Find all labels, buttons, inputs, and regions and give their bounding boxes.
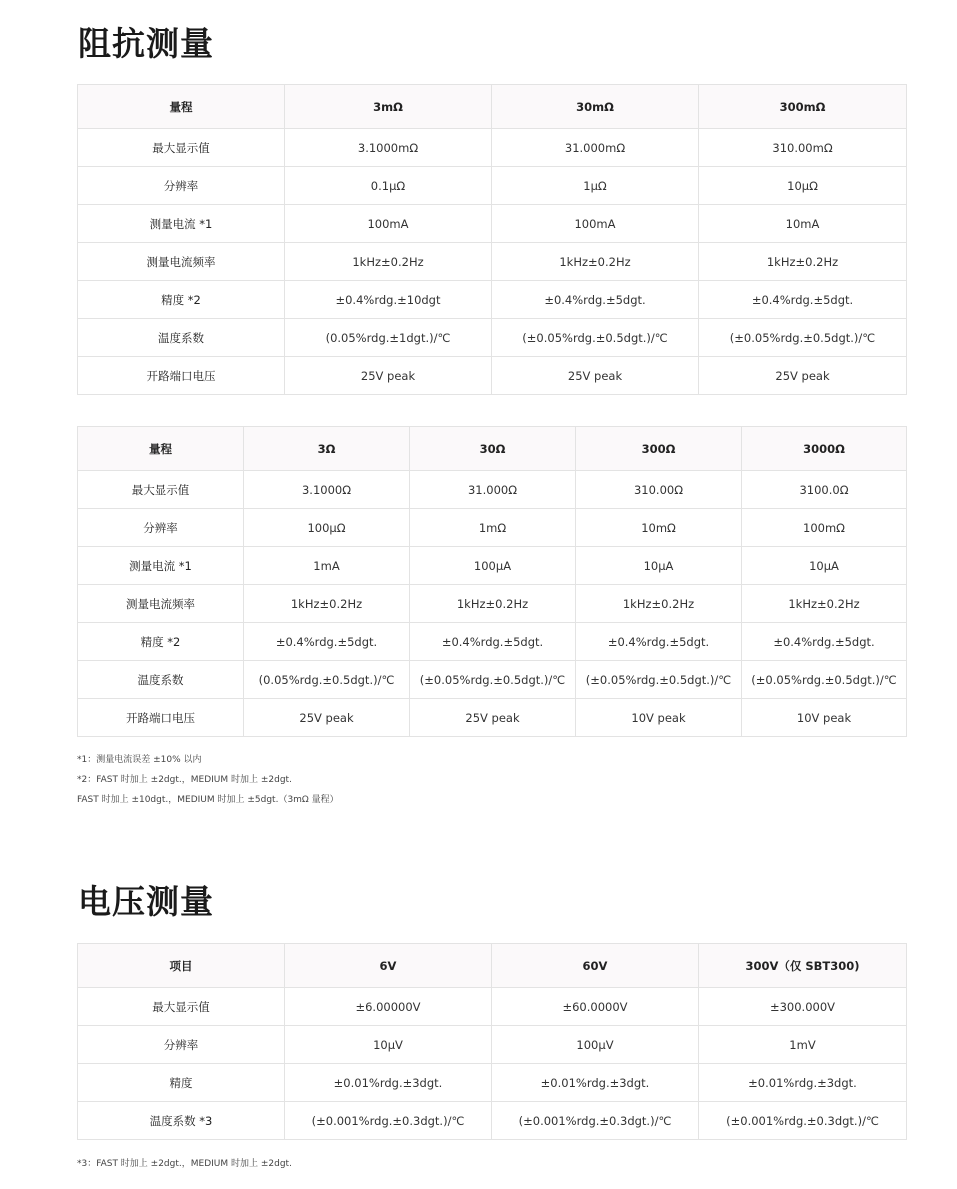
table-row xyxy=(78,988,907,1026)
row-label: 测量电流频率 xyxy=(78,243,285,281)
table-cell: 1kHz±0.2Hz xyxy=(492,243,699,281)
table-row xyxy=(78,699,907,737)
table-cell: ±0.4%rdg.±5dgt. xyxy=(742,623,907,661)
voltage-section-title: 电压测量 xyxy=(78,882,214,921)
table-cell: 1kHz±0.2Hz xyxy=(285,243,492,281)
voltage-table xyxy=(77,943,907,1140)
impedance-table-milliohm xyxy=(77,84,907,395)
table-cell: 1kHz±0.2Hz xyxy=(410,585,576,623)
row-label: 测量电流 *1 xyxy=(78,547,244,585)
table-cell: 100mΩ xyxy=(742,509,907,547)
table-cell: 10μA xyxy=(742,547,907,585)
table-row xyxy=(78,167,907,205)
table-cell: 10mΩ xyxy=(576,509,742,547)
table-cell: ±0.4%rdg.±5dgt. xyxy=(244,623,410,661)
header-cell: 3000Ω xyxy=(742,427,907,471)
table-cell: ±60.0000V xyxy=(492,988,699,1026)
table-cell: ±0.4%rdg.±10dgt xyxy=(285,281,492,319)
table-cell: (±0.05%rdg.±0.5dgt.)/℃ xyxy=(699,319,907,357)
table-cell: ±0.01%rdg.±3dgt. xyxy=(492,1064,699,1102)
table-cell: 25V peak xyxy=(244,699,410,737)
row-label: 测量电流频率 xyxy=(78,585,244,623)
header-cell: 300mΩ xyxy=(699,85,907,129)
table-row xyxy=(78,1102,907,1140)
voltage-footnotes xyxy=(77,1154,292,1174)
header-cell: 60V xyxy=(492,944,699,988)
table-cell: 310.00Ω xyxy=(576,471,742,509)
table-row xyxy=(78,661,907,699)
table-cell: 25V peak xyxy=(492,357,699,395)
header-cell: 3mΩ xyxy=(285,85,492,129)
table-cell: 100μΩ xyxy=(244,509,410,547)
table-cell: 10μV xyxy=(285,1026,492,1064)
table-row xyxy=(78,281,907,319)
table-cell: ±0.01%rdg.±3dgt. xyxy=(699,1064,907,1102)
table-header-row xyxy=(78,427,907,471)
impedance-table-ohm xyxy=(77,426,907,737)
footnote: FAST 时加上 ±10dgt.，MEDIUM 时加上 ±5dgt.（3mΩ 量程） xyxy=(77,795,339,805)
table-cell: ±6.00000V xyxy=(285,988,492,1026)
table-row xyxy=(78,319,907,357)
table-cell: 10μA xyxy=(576,547,742,585)
table-row xyxy=(78,1064,907,1102)
table-cell: (±0.05%rdg.±0.5dgt.)/℃ xyxy=(742,661,907,699)
row-label: 温度系数 *3 xyxy=(78,1102,285,1140)
header-cell: 量程 xyxy=(78,427,244,471)
header-cell: 量程 xyxy=(78,85,285,129)
table-cell: (±0.05%rdg.±0.5dgt.)/℃ xyxy=(410,661,576,699)
table-cell: 1mV xyxy=(699,1026,907,1064)
header-cell: 30Ω xyxy=(410,427,576,471)
table-cell: 25V peak xyxy=(699,357,907,395)
table-cell: 3.1000Ω xyxy=(244,471,410,509)
table-cell: 10μΩ xyxy=(699,167,907,205)
table-cell: ±0.4%rdg.±5dgt. xyxy=(410,623,576,661)
row-label: 最大显示值 xyxy=(78,988,285,1026)
table-cell: 25V peak xyxy=(410,699,576,737)
header-cell: 300Ω xyxy=(576,427,742,471)
table-cell: 25V peak xyxy=(285,357,492,395)
table-cell: 31.000Ω xyxy=(410,471,576,509)
table-cell: 10V peak xyxy=(742,699,907,737)
row-label: 分辨率 xyxy=(78,509,244,547)
table-cell: 1kHz±0.2Hz xyxy=(244,585,410,623)
row-label: 分辨率 xyxy=(78,167,285,205)
footnote: *2：FAST 时加上 ±2dgt.，MEDIUM 时加上 ±2dgt. xyxy=(77,775,292,785)
table-row xyxy=(78,1026,907,1064)
impedance-footnotes xyxy=(77,750,339,810)
table-cell: 10mA xyxy=(699,205,907,243)
table-cell: 31.000mΩ xyxy=(492,129,699,167)
table-cell: 1mA xyxy=(244,547,410,585)
header-cell: 3Ω xyxy=(244,427,410,471)
table-cell: (±0.001%rdg.±0.3dgt.)/℃ xyxy=(492,1102,699,1140)
row-label: 精度 xyxy=(78,1064,285,1102)
table-cell: (±0.001%rdg.±0.3dgt.)/℃ xyxy=(285,1102,492,1140)
table-cell: 1μΩ xyxy=(492,167,699,205)
table-row xyxy=(78,547,907,585)
table-cell: ±300.000V xyxy=(699,988,907,1026)
table-cell: 100μV xyxy=(492,1026,699,1064)
table-cell: 1mΩ xyxy=(410,509,576,547)
table-cell: (±0.05%rdg.±0.5dgt.)/℃ xyxy=(492,319,699,357)
table-cell: 3.1000mΩ xyxy=(285,129,492,167)
row-label: 精度 *2 xyxy=(78,623,244,661)
row-label: 温度系数 xyxy=(78,319,285,357)
table-cell: 310.00mΩ xyxy=(699,129,907,167)
table-cell: (0.05%rdg.±0.5dgt.)/℃ xyxy=(244,661,410,699)
impedance-section-title: 阻抗测量 xyxy=(78,24,214,63)
header-cell: 30mΩ xyxy=(492,85,699,129)
table-cell: (±0.05%rdg.±0.5dgt.)/℃ xyxy=(576,661,742,699)
row-label: 精度 *2 xyxy=(78,281,285,319)
footnote: *1：测量电流误差 ±10% 以内 xyxy=(77,755,202,765)
table-cell: ±0.4%rdg.±5dgt. xyxy=(576,623,742,661)
table-row xyxy=(78,509,907,547)
row-label: 测量电流 *1 xyxy=(78,205,285,243)
table-row xyxy=(78,243,907,281)
table-row xyxy=(78,585,907,623)
table-row xyxy=(78,471,907,509)
header-cell: 6V xyxy=(285,944,492,988)
table-row xyxy=(78,357,907,395)
table-cell: 1kHz±0.2Hz xyxy=(576,585,742,623)
table-cell: 3100.0Ω xyxy=(742,471,907,509)
table-cell: ±0.01%rdg.±3dgt. xyxy=(285,1064,492,1102)
header-cell: 300V（仅 SBT300) xyxy=(699,944,907,988)
row-label: 最大显示值 xyxy=(78,129,285,167)
table-cell: 100μA xyxy=(410,547,576,585)
table-cell: ±0.4%rdg.±5dgt. xyxy=(699,281,907,319)
table-header-row xyxy=(78,85,907,129)
row-label: 温度系数 xyxy=(78,661,244,699)
table-cell: 10V peak xyxy=(576,699,742,737)
table-row xyxy=(78,129,907,167)
table-cell: 100mA xyxy=(285,205,492,243)
table-header-row xyxy=(78,944,907,988)
table-row xyxy=(78,623,907,661)
table-row xyxy=(78,205,907,243)
table-cell: 1kHz±0.2Hz xyxy=(699,243,907,281)
table-cell: 1kHz±0.2Hz xyxy=(742,585,907,623)
row-label: 开路端口电压 xyxy=(78,699,244,737)
table-cell: (0.05%rdg.±1dgt.)/℃ xyxy=(285,319,492,357)
table-cell: ±0.4%rdg.±5dgt. xyxy=(492,281,699,319)
row-label: 分辨率 xyxy=(78,1026,285,1064)
table-cell: 100mA xyxy=(492,205,699,243)
row-label: 开路端口电压 xyxy=(78,357,285,395)
header-cell: 项目 xyxy=(78,944,285,988)
table-cell: (±0.001%rdg.±0.3dgt.)/℃ xyxy=(699,1102,907,1140)
table-cell: 0.1μΩ xyxy=(285,167,492,205)
footnote: *3：FAST 时加上 ±2dgt.，MEDIUM 时加上 ±2dgt. xyxy=(77,1159,292,1169)
row-label: 最大显示值 xyxy=(78,471,244,509)
